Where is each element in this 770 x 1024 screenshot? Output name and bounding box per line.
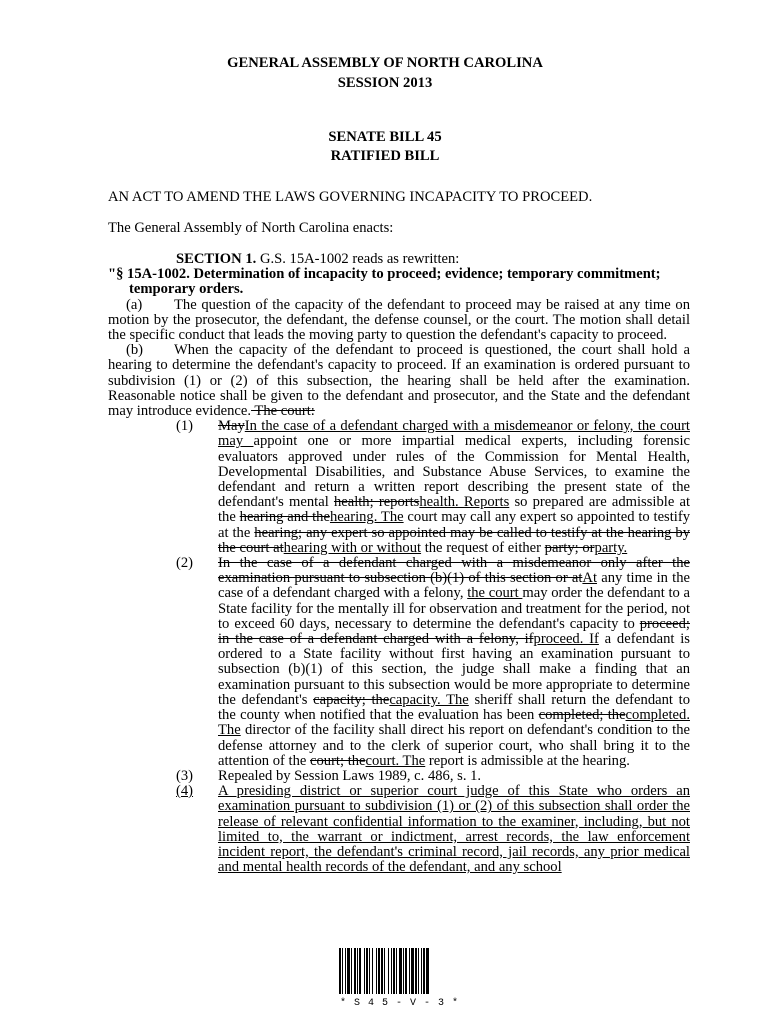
barcode-text: * S 4 5 - V - 3 * (339, 998, 460, 1009)
inserted-text: proceed. If (533, 631, 599, 648)
bill-heading (0, 128, 770, 166)
inserted-text: the court (467, 585, 523, 602)
statute-caption: "§ 15A-1002. Determination of incapacity to proceed; evidence; temporary commitment; (108, 266, 661, 283)
enacting-clause: The General Assembly of North Carolina enacts: (108, 220, 394, 236)
bill-body (108, 252, 690, 875)
subsection-a-label: (a) (126, 296, 143, 313)
inserted-text: A presiding district or superior court judge of this State who orders an examination pursuant to subdivision (1) or (2) of this subsection shall order the release of relevant confidential information to the examiner, including, but not limited to, the warrant or indictment, arrest records, the law enforcement incident report, the defendant's criminal record, jail records, any prior medical and mental health records of the defendant, and any school (218, 783, 690, 876)
deleted-text: capacity; the (313, 691, 390, 708)
subdivision-4-text (218, 784, 690, 875)
statute-caption-continued: temporary orders. (129, 281, 244, 298)
inserted-text: court. The (365, 752, 426, 769)
inserted-text: hearing. The (329, 509, 404, 526)
act-title: AN ACT TO AMEND THE LAWS GOVERNING INCAPACITY TO PROCEED. (108, 189, 593, 205)
existing-text: sheriff shall return the defendant to the county when notified that the evaluation has been (218, 691, 691, 724)
deleted-text: hearing; any expert so appointed may be called to testify at the hearing by the court at (218, 524, 690, 556)
subsection-a (108, 298, 690, 344)
inserted-text: In the case of a defendant charged with a misdemeanor or felony, the court may (218, 418, 690, 450)
subsection-b (108, 343, 690, 419)
subsection-b-label: (b) (126, 342, 144, 359)
subsection-a-text: The question of the capacity of the defendant to proceed may be raised at any time on motion by the prosecutor, the defendant, the defense counsel, or the court. The motion shall detail the specific conduct that leads the moving party to question the defendant's capacity to proceed. (108, 296, 690, 344)
deleted-text: court; the (310, 752, 366, 769)
section-heading (108, 252, 690, 267)
subdivision-1 (108, 419, 690, 556)
existing-text: the request of either (421, 539, 545, 556)
existing-text: may order the defendant to a State facility for the mentally ill for observation and treatment for the period, not to exceed 60 days, necessary to determine the defendant's capacity to (218, 585, 690, 632)
subdivision-1-number: (1) (176, 418, 194, 435)
existing-text: director of the facility shall direct his report on defendant's condition to the defense attorney and to the clerk of superior court, who shall bring it to the attention of the (218, 722, 690, 769)
subdivision-2-number: (2) (176, 555, 194, 572)
existing-text: appoint one or more impartial medical experts, including forensic evaluators approved under rules of the Commission for Mental Health, Developmental Disabilities, and Substance Abuse Services, to examine the defendant and return a written report describing the present state of the defendant's mental (218, 433, 690, 511)
inserted-text: capacity. The (389, 691, 469, 708)
existing-text: any time in the case of a defendant charged with a felony, (218, 570, 690, 602)
deleted-text: hearing and the (239, 509, 330, 526)
subdivision-3 (108, 769, 690, 784)
inserted-text: party. (594, 539, 628, 556)
deleted-text: completed; the (538, 707, 626, 724)
bill-status: RATIFIED BILL (330, 148, 440, 164)
subsection-b-text: When the capacity of the defendant to proceed is questioned, the court shall hold a hearing to determine the defendant's capacity to proceed. If an examination is ordered pursuant to subdivision (1) or (2) of this subsection, the hearing shall be held after the examination. Reasonable notice shall be given to the defendant and prosecutor, and the State and the defendant may introduce evidence. (108, 342, 690, 420)
deleted-text: The court: (251, 403, 315, 420)
subdivision-2 (108, 556, 690, 769)
section-label: SECTION 1. (176, 251, 257, 267)
subdivision-3-number: (3) (176, 767, 194, 784)
existing-text: so prepared are admissible at the (218, 494, 691, 526)
subdivision-4 (108, 784, 690, 875)
inserted-text: hearing with or without (283, 539, 422, 556)
deleted-text: In the case of a defendant charged with a misdemeanor only after the examination pursuant to subsection (b)(1) of this section or at (218, 555, 690, 587)
assembly-name: GENERAL ASSEMBLY OF NORTH CAROLINA (227, 55, 543, 71)
inserted-text: At (582, 570, 598, 587)
subdivision-4-number (108, 784, 218, 875)
inserted-text: completed. The (218, 707, 690, 739)
subdivision-1-text (218, 419, 690, 556)
existing-text: a defendant is ordered to a State facility without first having an examination pursuant to subsection (b)(1) of this section, the judge shall make a finding that an examination pursuant to this subsection would be more appropriate to determine the defendant's (218, 631, 690, 708)
bill-number: SENATE BILL 45 (328, 129, 442, 145)
deleted-text: party; or (544, 539, 595, 556)
existing-text: court may call any expert so appointed to testify at the (218, 509, 691, 541)
inserted-text: health. Reports (419, 494, 510, 511)
deleted-text: May (218, 418, 245, 435)
section-text: G.S. 15A-1002 reads as rewritten: (256, 251, 460, 267)
barcode (339, 948, 460, 994)
document-header (0, 53, 770, 93)
existing-text: report is admissible at the hearing. (425, 752, 630, 769)
session-year: SESSION 2013 (337, 75, 433, 91)
deleted-text: health; reports (333, 494, 420, 511)
deleted-text: proceed; in the case of a defendant charged with a felony, if (218, 615, 690, 648)
subdivision-2-text (218, 556, 690, 769)
subdivision-3-text: Repealed by Session Laws 1989, c. 486, s. 1. (218, 767, 482, 784)
subdivision-4-number-label: (4) (176, 783, 194, 800)
barcode-gap (429, 948, 430, 994)
